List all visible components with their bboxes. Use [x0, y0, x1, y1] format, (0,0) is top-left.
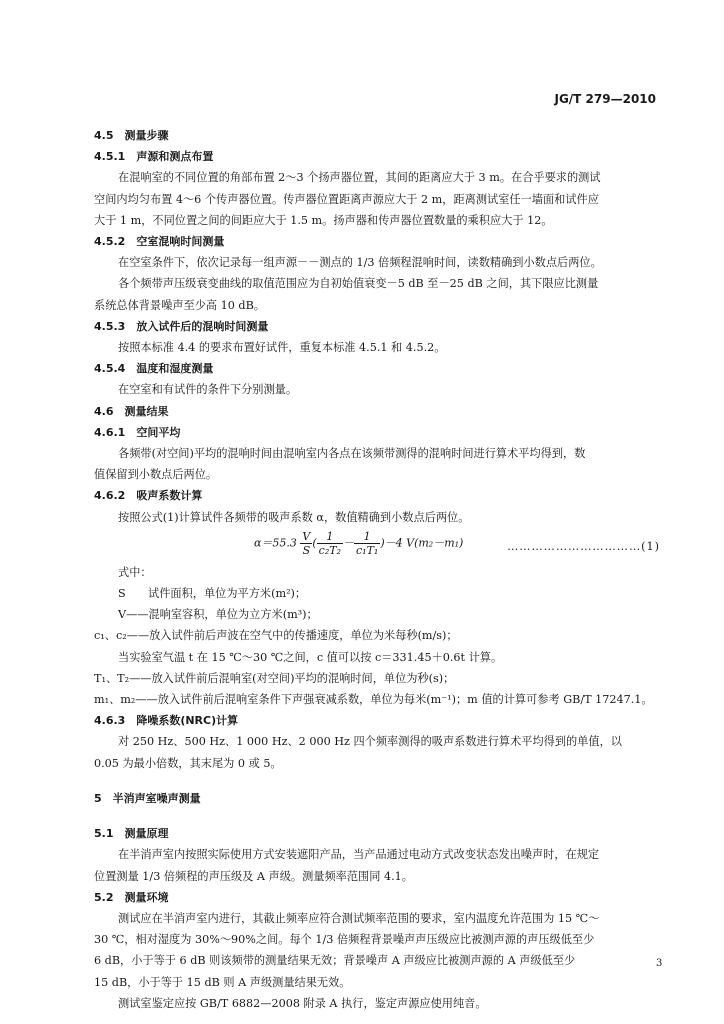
section-heading: 4.6.3 降噪系数(NRC)计算	[94, 714, 239, 728]
paragraph-line: 大于 1 m，不同位置之间的间距应大于 1.5 m。扬声器和传声器位置数量的乘积应大于 12。	[94, 213, 553, 227]
paragraph-line: S 试件面积，单位为平方米(m²)；	[118, 587, 307, 601]
eq-den-1: c₂T₂	[318, 543, 341, 557]
section-heading: 4.6.1 空间平均	[94, 425, 181, 439]
section-heading: 4.6 测量结果	[94, 404, 169, 418]
paragraph-line: c₁、c₂——放入试件前后声波在空气中的传播速度，单位为米每秒(m/s)；	[94, 629, 458, 643]
eq-frac-1	[317, 530, 343, 557]
eq-tail: －4 V(m₂－m₁)	[384, 536, 464, 550]
paragraph-line: 系统总体背景噪声至少高 10 dB。	[94, 298, 265, 312]
paragraph-line: 在空室和有试件的条件下分别测量。	[118, 383, 298, 397]
paragraph-line: 各频带(对空间)平均的混响时间由混响室内各点在该频带测得的混响时间进行算术平均得到，数	[118, 447, 586, 461]
paragraph-line: 按照本标准 4.4 的要求布置好试件，重复本标准 4.5.1 和 4.5.2。	[118, 341, 446, 355]
eq-v: V	[302, 529, 311, 543]
paragraph-line: 位置测量 1/3 倍频程的声压级及 A 声级。测量频率范围同 4.1。	[94, 869, 413, 883]
paragraph-line: T₁、T₂——放入试件前后混响室(对空间)平均的混响时间，单位为秒(s)；	[94, 671, 455, 685]
paragraph-line: 各个频带声压级衰变曲线的取值范围应为自初始值衰变－5 dB 至－25 dB 之间，其下限应比测量	[118, 277, 599, 291]
spacer	[94, 774, 660, 788]
section-heading: 4.6.2 吸声系数计算	[94, 489, 203, 503]
paragraph-line: V——混响室容积，单位为立方米(m³)；	[118, 608, 318, 622]
paragraph-line: 6 dB，小于等于 6 dB 则该频带的测量结果无效；背景噪声 A 声级应比被测声源的 A 声级低至少	[94, 954, 576, 968]
eq-frac-vs	[300, 530, 312, 557]
paragraph-line: 0.05 为最小倍数，其末尾为 0 或 5。	[94, 756, 282, 770]
paragraph-line: 15 dB，小于等于 15 dB 则 A 声级测量结果无效。	[94, 975, 351, 989]
paragraph-line: 在混响室的不同位置的角部布置 2～3 个扬声器位置，其间的距离应大于 3 m。在合乎要求的测试	[118, 171, 601, 185]
paragraph-line: 按照公式(1)计算试件各频带的吸声系数 α，数值精确到小数点后两位。	[118, 510, 470, 524]
eq-one-1: 1	[317, 530, 343, 544]
section-heading: 4.5.4 温度和湿度测量	[94, 362, 214, 376]
paragraph-line: 当实验室气温 t 在 15 ℃～30 ℃之间，c 值可以按 c＝331.45＋0.6t 计算。	[118, 650, 503, 664]
equation-number: ……………………………(1)	[507, 539, 660, 553]
section-heading: 5.1 测量原理	[94, 827, 169, 841]
paragraph-line: 式中：	[118, 565, 152, 579]
spacer	[94, 809, 660, 823]
section-heading: 4.5.1 声源和测点布置	[94, 150, 214, 164]
eq-den-2: c₁T₁	[356, 543, 379, 557]
page-number: 3	[656, 958, 663, 969]
paragraph-line: m₁、m₂——放入试件前后混响室条件下声强衰减系数，单位为每米(m⁻¹)；m 值的计算可参考 GB/T 17247.1。	[94, 693, 653, 707]
eq-one-2: 1	[354, 530, 380, 544]
paragraph-line: 对 250 Hz、500 Hz、1 000 Hz、2 000 Hz 四个频率测得的吸声系数进行算术平均得到的单值，以	[118, 735, 622, 749]
paragraph-line: 测试室鉴定应按 GB/T 6882—2008 附录 A 执行，鉴定声源应使用纯音。	[118, 996, 487, 1010]
section-heading: 5.2 测量环境	[94, 890, 169, 904]
document-body	[94, 125, 663, 1014]
eq-frac-2	[354, 530, 380, 557]
paragraph-line: 值保留到小数点后两位。	[94, 468, 218, 482]
paragraph-line: 在空室条件下，依次记录每一组声源－－测点的 1/3 倍频程混响时间，读数精确到小数点后两位。	[118, 256, 602, 270]
section-heading: 4.5.3 放入试件后的混响时间测量	[94, 319, 269, 333]
eq-s: S	[302, 543, 311, 557]
equation-1: α＝55.3 $\frac{V}{S}$ ( $\frac{1}{\text{c₂T₂}}$ － $\frac{1}{\text{c₁T₁}}$ )－4 V(m₂－m₁) ……………………………(1)	[254, 529, 660, 557]
paragraph-line: 在半消声室内按照实际使用方式安装遮阳产品，当产品通过电动方式改变状态发出噪声时，在规定	[118, 848, 600, 862]
standard-number: JG/T 279—2010	[554, 92, 656, 106]
section-heading: 5 半消声室噪声测量	[94, 791, 201, 805]
paragraph-line: 30 ℃，相对湿度为 30%～90%之间。每个 1/3 倍频程背景噪声声压级应比被测声源的声压级低至少	[94, 933, 595, 947]
paragraph-line: 空间内均匀布置 4～6 个传声器位置。传声器位置距离声源应大于 2 m，距离测试室任一墙面和试件应	[94, 192, 599, 206]
section-heading: 4.5.2 空室混响时间测量	[94, 235, 225, 249]
eq-lhs: α＝55.3	[254, 536, 297, 550]
section-heading: 4.5 测量步骤	[94, 129, 169, 142]
paragraph-line: 测试应在半消声室内进行，其截止频率应符合测试频率范围的要求，室内温度允许范围为 15 ℃～	[118, 911, 600, 925]
